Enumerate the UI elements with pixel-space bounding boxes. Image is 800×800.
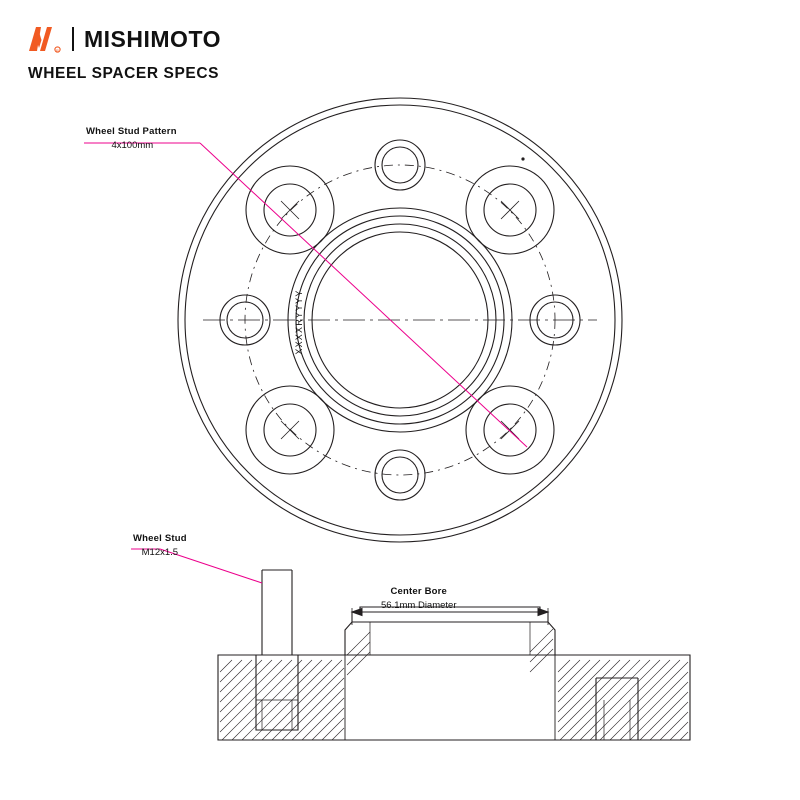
stud-boss-lower-left: [246, 386, 334, 474]
section-body-outline: [218, 655, 690, 740]
callout-value: 56.1mm Diameter: [381, 600, 457, 611]
section-hub-lip: [352, 612, 548, 622]
part-marking-text: XXXXRYYYY: [294, 289, 304, 355]
callout-value: M12x1.5: [141, 547, 179, 558]
callout-title: Center Bore: [390, 586, 448, 597]
svg-text:R: R: [56, 48, 59, 53]
stud-boss-lower-right: [466, 386, 554, 474]
stud-boss-upper-right: [466, 166, 554, 254]
callout-title: Wheel Stud: [133, 533, 187, 544]
callout-center-bore: [381, 586, 457, 611]
section-hatching-center: [347, 629, 553, 675]
section-hub-boss: [345, 622, 555, 655]
stud-boss-upper-left: [246, 166, 334, 254]
section-bore-edges: [345, 655, 555, 740]
callout-value: 4x100mm: [111, 140, 154, 151]
callout-title: Wheel Stud Pattern: [86, 126, 177, 137]
section-hatching-left: [220, 660, 344, 740]
section-wheel-stud-right: [596, 678, 638, 740]
page-subtitle: WHEEL SPACER SPECS: [28, 65, 220, 82]
top-view-spacer-face: [178, 98, 622, 542]
section-bore-walls: [370, 622, 530, 655]
callout-wheel-stud: [133, 533, 187, 558]
section-hatching-right: [558, 660, 688, 740]
section-wheel-stud-left: [256, 570, 298, 730]
brand-name: MISHIMOTO: [84, 25, 221, 52]
index-dot: [521, 157, 524, 160]
callout-wheel-stud-pattern: [86, 126, 177, 151]
